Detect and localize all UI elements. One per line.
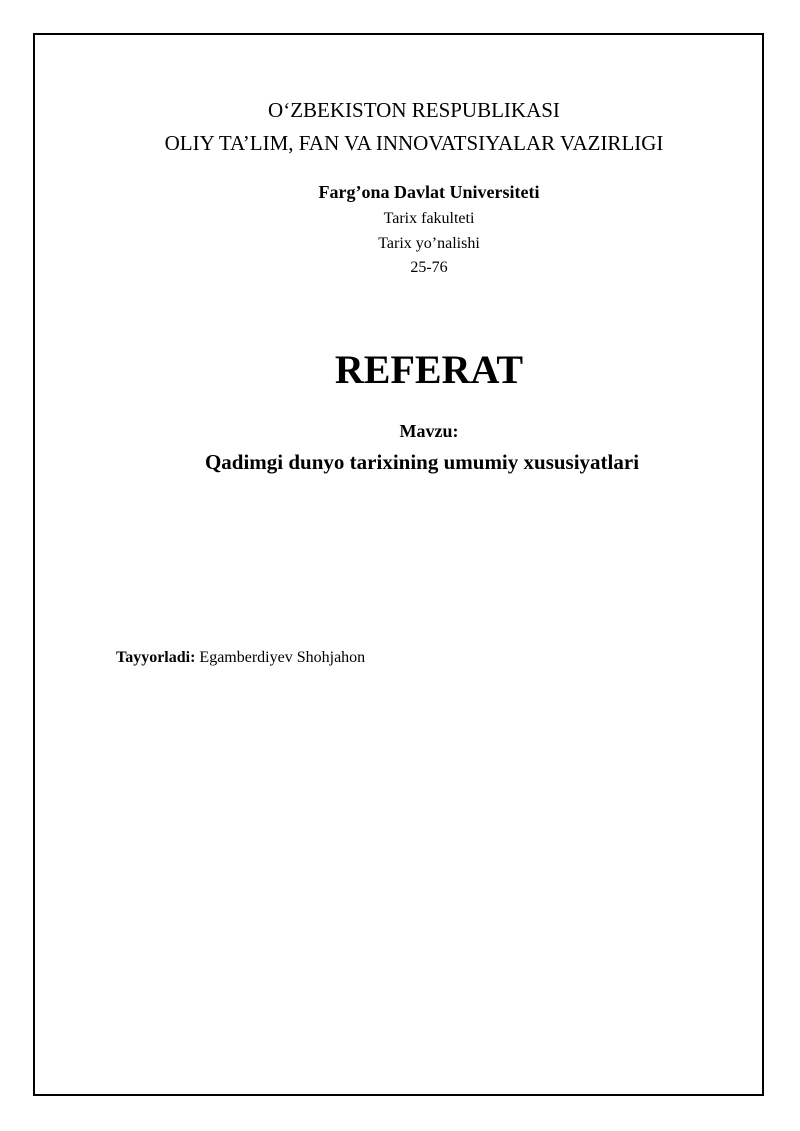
prepared-by-label: Tayyorladi: (116, 649, 196, 666)
direction-name: Tarix yo’nalishi (378, 235, 480, 252)
group-number: 25-76 (410, 259, 448, 276)
faculty-name: Tarix fakulteti (383, 210, 475, 227)
country-heading: O‘ZBEKISTON RESPUBLIKASI (268, 98, 560, 122)
ministry-heading: OLIY TA’LIM, FAN VA INNOVATSIYALAR VAZIRLIGI (164, 131, 664, 155)
university-name: Farg’ona Davlat Universiteti (318, 182, 540, 202)
prepared-by-line (116, 649, 365, 667)
topic-title: Qadimgi dunyo tarixining umumiy xususiyatlari (204, 450, 640, 474)
author-name: Egamberdiyev Shohjahon (199, 649, 366, 666)
document-type-title: REFERAT (334, 347, 524, 392)
topic-label: Mavzu: (399, 421, 459, 441)
